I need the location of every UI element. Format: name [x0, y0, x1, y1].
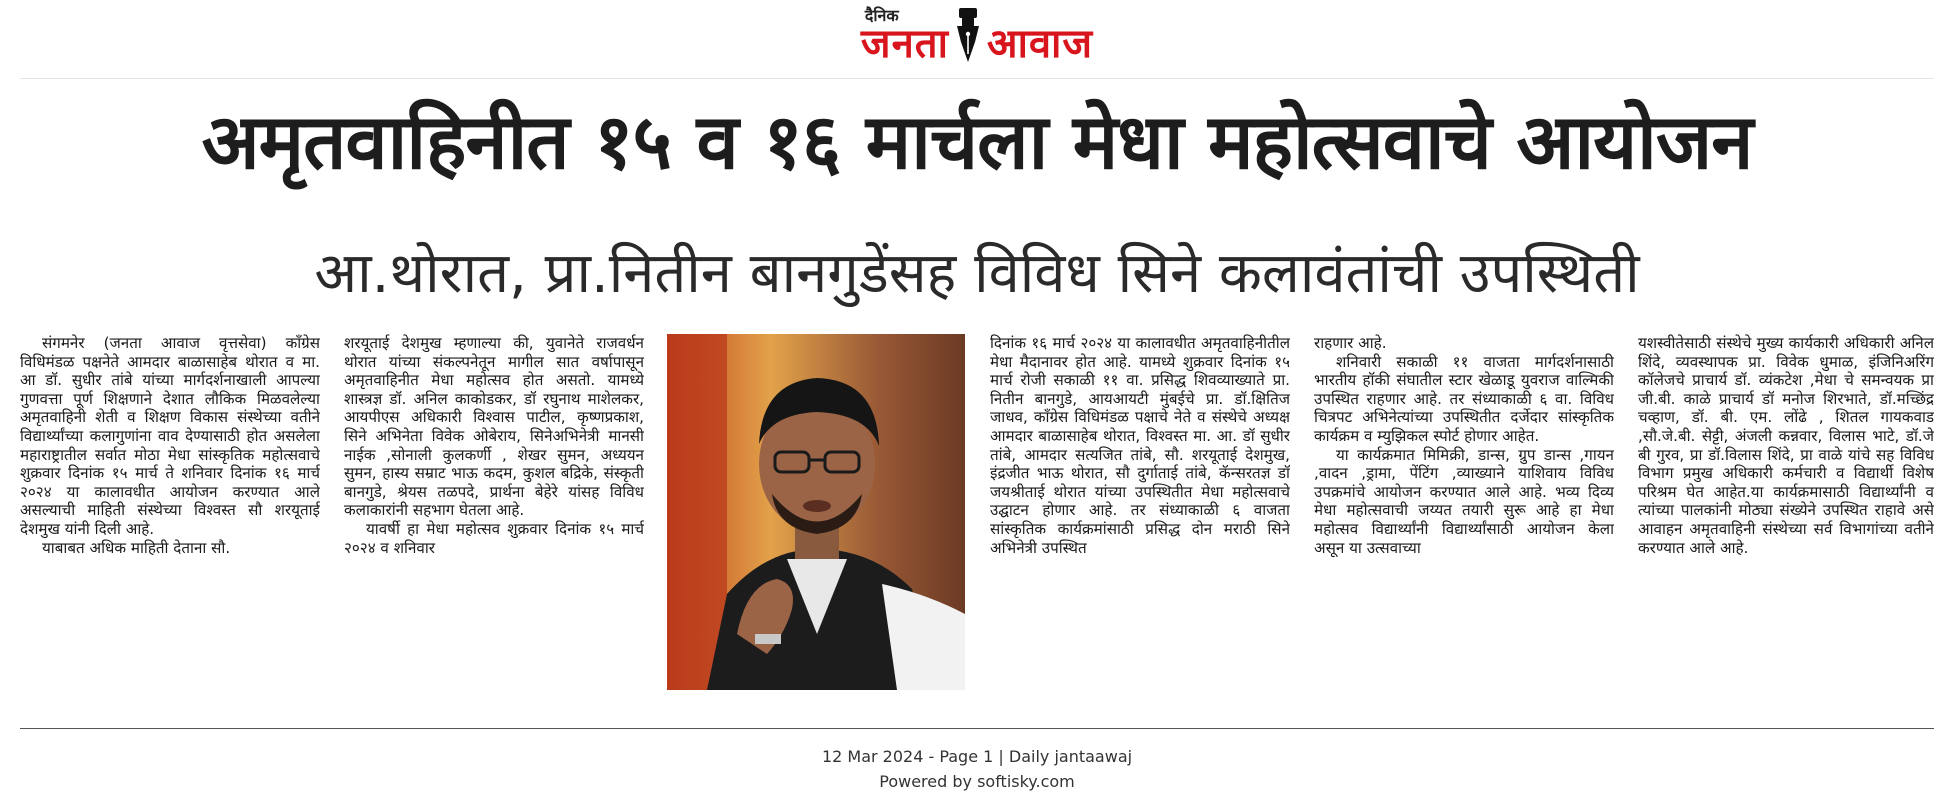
paragraph: या कार्यक्रमात मिमिक्री, डान्स, ग्रुप डान्स ,गायन ,वादन ,ड्रामा, पेंटिंग ,व्याख्याने याशिवाय विविध उपक्रमांचे आयोजन करण्यात आले आहे. भव्य दिव्य मेधा महोत्सवाची जय्यत तयारी सुरू आहे हा मेधा महोत्सव विद्यार्थ्यांनी विद्यार्थ्यांसाठी आयोजन केला असून या उत्सवाच्या	[1314, 445, 1614, 557]
masthead-left-word: जनता	[860, 21, 949, 67]
paragraph: संगमनेर (जनता आवाज वृत्तसेवा) काँग्रेस विधिमंडळ पक्षनेते आमदार बाळासाहेब थोरात व मा. आ डॉ. सुधीर तांबे यांच्या मार्गदर्शनाखाली आपल्या गुणवत्ता पूर्ण शिक्षणाने देशात लौकिक मिळवलेल्या अमृतवाहिनी शेती व शिक्षण विकास संस्थेच्या वतीने विद्यार्थ्यांच्या कलागुणांना वाव देण्यासाठी होत असलेला महाराष्ट्रातील सर्वात मोठा मेधा सांस्कृतिक महोत्सवाचे शुक्रवार दिनांक १५ मार्च ते शनिवार दिनांक १६ मार्च २०२४ या कालावधीत आयोजन करण्यात आले असल्याची माहिती संस्थेच्या विश्वस्त सौ शरयूताई देशमुख यांनी दिली आहे.	[20, 334, 320, 538]
paragraph: यशस्वीतेसाठी संस्थेचे मुख्य कार्यकारी अधिकारी अनिल शिंदे, व्यवस्थापक प्रा. विवेक धुमाळ, इंजिनिअरिंग कॉलेजचे प्राचार्य डॉ. व्यंकटेश ,मेधा चे समन्वयक प्रा जी.बी. काळे प्राचार्य डॉ मनोज शिरभाते, डॉ.मच्छिंद्र चव्हाण, डॉ. बी. एम. लोंढे , शितल गायकवाड ,सौ.जे.बी. सेट्टी, अंजली कन्नवार, विलास भाटे, डॉ.जे बी गुरव, प्रा डॉ.विलास शिंदे, प्रा वाळे यांचे सह विविध विभाग प्रमुख अधिकारी कर्मचारी व विद्यार्थी विशेष परिश्रम घेत आहेत.या कार्यक्रमासाठी विद्यार्थ्यांनी व त्यांच्या पालकांनी मोठ्या संख्येने उपस्थित राहावे असे आवाहन अमृतवाहिनी संस्थेच्या सर्व विभागांच्या वतीने करण्यात आले आहे.	[1638, 334, 1934, 557]
pen-nib-icon	[953, 8, 983, 64]
article-column-4	[1314, 334, 1614, 714]
article-column-5	[1638, 334, 1934, 714]
top-divider	[20, 78, 1934, 79]
masthead-right-word: आवाज	[986, 21, 1094, 67]
bottom-divider	[20, 728, 1934, 729]
article-column-1	[20, 334, 320, 714]
paragraph: यावर्षी हा मेधा महोत्सव शुक्रवार दिनांक १५ मार्च २०२४ व शनिवार	[344, 519, 644, 557]
paragraph: शनिवारी सकाळी ११ वाजता मार्गदर्शनासाठी भारतीय हॉकी संघातील स्टार खेळाडू युवराज वाल्मिकी उपस्थित राहणार आहे. तर संध्याकाळी ६ वा. विविध चित्रपट अभिनेत्यांच्या उपस्थितीत दर्जेदार सांस्कृतिक कार्यक्रम व म्युझिकल स्पोर्ट होणार आहेत.	[1314, 352, 1614, 445]
article-headline: अमृतवाहिनीत १५ व १६ मार्चला मेधा महोत्सवाचे आयोजन	[201, 97, 1753, 186]
masthead	[0, 6, 1954, 67]
paragraph: शरयूताई देशमुख म्हणाल्या की, युवानेते राजवर्धन थोरात यांच्या संकल्पनेतून मागील सात वर्षापासून अमृतवाहिनीत मेधा महोत्सव होत असतो. यामध्ये शास्त्रज्ञ डॉ. अनिल काकोडकर, डॉ रघुनाथ माशेलकर, आयपीएस अधिकारी विश्वास पाटील, कृष्णप्रकाश, सिने अभिनेता विवेक ओबेराय, सिनेअभिनेत्री मानसी नाईक ,सोनाली कुलकर्णी , शेखर सुमन, अध्ययन सुमन, हास्य सम्राट भाऊ कदम, कुशल बद्रिके, संस्कृती बानगुडे, श्रेयस तळपदे, प्रार्थना बेहेरे यांसह विविध कलाकारांनी सहभाग घेतला आहे.	[344, 334, 644, 520]
article-column-2	[344, 334, 644, 714]
paragraph: दिनांक १६ मार्च २०२४ या कालावधीत अमृतवाहिनीतील मेधा मैदानावर होत आहे. यामध्ये शुक्रवार दिनांक १५ मार्च रोजी सकाळी ११ वा. प्रसिद्ध शिवव्याख्याते प्रा. नितीन बानगुडे, आयआयटी मुंबईचे प्रा. डॉ.क्षितिज जाधव, काँग्रेस विधिमंडळ पक्षाचे नेते व संस्थेचे अध्यक्ष आमदार बाळासाहेब थोरात, विश्वस्त मा. आ. डॉ सुधीर तांबे, आमदार सत्यजित तांबे, सौ. शरयूताई देशमुख, इंद्रजीत भाऊ थोरात, सौ दुर्गाताई तांबे, कॅन्सरतज्ञ डॉ जयश्रीताई थोरात यांच्या उपस्थितीत मेधा महोत्सवाचे उद्घाटन होणार आहे. तर संध्याकाळी ६ वाजता सांस्कृतिक कार्यक्रमांसाठी प्रसिद्ध दोन मराठी सिने अभिनेत्री उपस्थित	[990, 334, 1290, 557]
paragraph: राहणार आहे.	[1314, 334, 1387, 352]
page-footer	[0, 744, 1954, 794]
footer-edition-info: 12 Mar 2024 - Page 1 | Daily jantaawaj	[821, 747, 1133, 766]
footer-powered-by-link[interactable]: Powered by softisky.com	[879, 772, 1075, 791]
paragraph: याबाबत अधिक माहिती देताना सौ.	[42, 538, 231, 557]
masthead-small-label: दैनिक	[864, 6, 899, 25]
speaker-portrait-photo	[667, 334, 965, 690]
article-subheadline: आ.थोरात, प्रा.नितीन बानगुडेंसह विविध सिने कलावंतांची उपस्थिती	[314, 241, 1640, 306]
masthead-logo[interactable]	[860, 6, 1094, 67]
article-column-3	[990, 334, 1290, 714]
